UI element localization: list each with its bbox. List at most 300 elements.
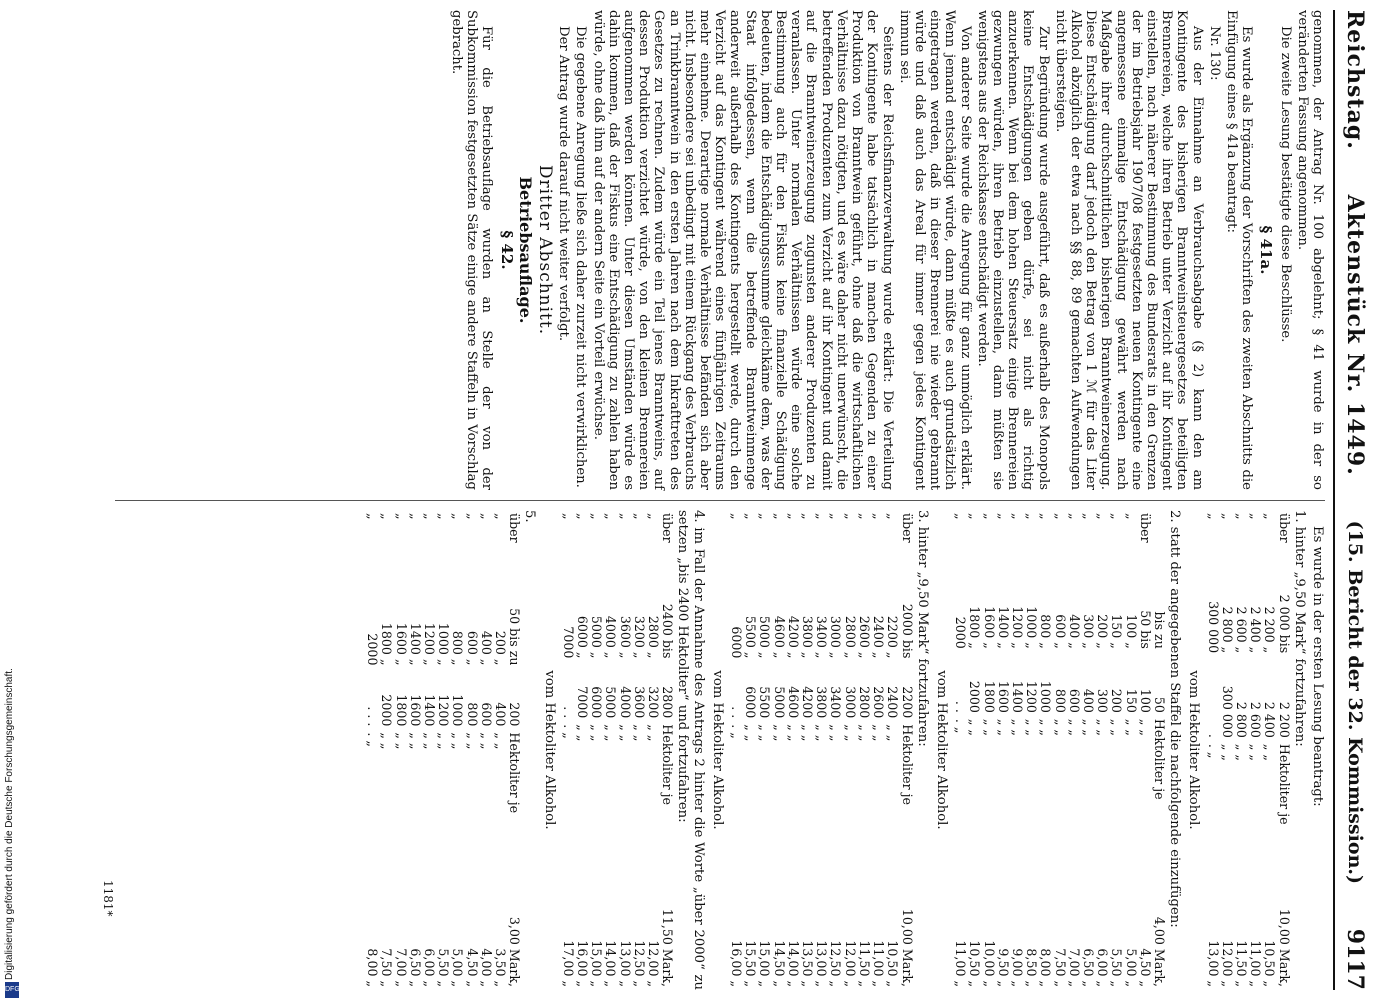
table-cell: „ „ bbox=[1233, 743, 1249, 761]
table-cell: 14,50 „ bbox=[771, 940, 787, 987]
table-cell: 9,50 „ bbox=[995, 948, 1011, 987]
table-cell: „ „ bbox=[885, 724, 901, 742]
table-cell: „ bbox=[560, 513, 576, 520]
table-cell: 5500 bbox=[757, 686, 773, 719]
table-cell: 12,50 „ bbox=[828, 940, 844, 987]
table-cell: 1400 bbox=[1009, 680, 1025, 713]
table-cell: „ bbox=[575, 513, 591, 520]
credit-text: Digitalisierung gefördert durch die Deutsche Forschungsgemeinschaft. bbox=[4, 668, 15, 980]
table-cell: 3600 „ bbox=[617, 615, 633, 659]
table-cell: über bbox=[1276, 513, 1292, 543]
table-row bbox=[843, 510, 857, 990]
table-cell: „ „ bbox=[603, 724, 619, 742]
table-row bbox=[450, 510, 464, 990]
table-cell: 200 „ bbox=[493, 630, 509, 666]
table-cell: Hektoliter je bbox=[1276, 743, 1292, 825]
table-cell: „ „ bbox=[575, 724, 591, 742]
table-cell: „ „ bbox=[1248, 743, 1264, 761]
table-row bbox=[603, 510, 617, 990]
table-cell: 1400 „ bbox=[995, 606, 1011, 649]
table-cell: 11,00 „ bbox=[871, 940, 887, 987]
paragraph: Es wurde in der ersten Lesung beantragt: bbox=[1310, 526, 1325, 807]
table-cell: „ bbox=[1024, 513, 1040, 520]
table-row bbox=[953, 510, 967, 990]
table-cell: „ bbox=[828, 513, 844, 520]
table-cell: „ bbox=[393, 513, 409, 520]
table-row bbox=[479, 510, 493, 990]
table-row bbox=[646, 510, 660, 990]
table-row bbox=[996, 510, 1010, 990]
rate-table bbox=[561, 510, 675, 990]
table-cell: „ bbox=[1123, 513, 1139, 520]
table-cell: 4,50 „ bbox=[1137, 948, 1153, 987]
table-cell: 2600 bbox=[871, 686, 887, 719]
table-cell: „ „ bbox=[1123, 718, 1139, 736]
section-subtitle: Betriebsauflage. bbox=[515, 176, 535, 324]
table-cell: 1600 „ bbox=[393, 622, 409, 666]
table-row bbox=[1248, 510, 1262, 990]
table-cell: 1800 bbox=[393, 694, 409, 727]
rate-table bbox=[365, 510, 521, 990]
table-cell: „ „ bbox=[814, 724, 830, 742]
table-cell: 6,50 „ bbox=[1080, 948, 1096, 987]
table-cell: 1000 „ bbox=[436, 622, 452, 666]
table-cell: „ „ bbox=[631, 724, 647, 742]
table-cell: „ „ bbox=[871, 724, 887, 742]
table-cell: 5000 „ bbox=[757, 615, 773, 659]
table-cell: 2600 „ bbox=[856, 615, 872, 659]
table-cell: 2000 bbox=[379, 694, 395, 727]
table-row bbox=[507, 510, 521, 990]
table-cell: „ „ bbox=[407, 732, 423, 750]
right-column bbox=[365, 510, 1325, 990]
table-cell: 2800 bbox=[856, 686, 872, 719]
table-cell: 1800 „ bbox=[967, 606, 983, 649]
table-cell: 7000 bbox=[575, 686, 591, 719]
table-cell: 1200 „ bbox=[1009, 606, 1025, 649]
table-row bbox=[743, 510, 757, 990]
table-cell: 1000 bbox=[1038, 680, 1054, 713]
table-cell: 6000 bbox=[729, 626, 745, 659]
table-cell: 1800 „ bbox=[379, 622, 395, 666]
table-cell: 10,00 Mark, bbox=[899, 908, 915, 987]
table-cell: 13,00 „ bbox=[617, 940, 633, 987]
table-cell: „ bbox=[493, 513, 509, 520]
table-row bbox=[1138, 510, 1152, 990]
table-cell: 1600 bbox=[995, 680, 1011, 713]
table-cell: „ bbox=[856, 513, 872, 520]
table-cell: 200 bbox=[507, 702, 523, 727]
table-cell: „ bbox=[743, 513, 759, 520]
table-cell: 7,50 „ bbox=[1052, 948, 1068, 987]
table-cell: 2200 „ bbox=[885, 615, 901, 659]
rate-table bbox=[953, 510, 1166, 990]
table-cell: „ bbox=[436, 513, 452, 520]
table-cell: „ „ bbox=[393, 732, 409, 750]
table-cell: 8,00 „ bbox=[365, 948, 381, 987]
table-cell: 2800 bbox=[660, 686, 676, 719]
table-cell: 4000 „ bbox=[603, 615, 619, 659]
paragraph: Seitens der Reichsfinanzverwaltung wurde erklärt: Die Verteilung der Kontingente habe tatsächlich in manchen Gegenden zu einer Produktion von Branntwein geführt, ohne daß die wirtschaftlichen Verhältnisse dazu nötigten, und es wäre daher nicht unerwünscht, die betreffenden Produzenten zum Verzicht auf ihr Kontingent und damit auf die Branntweinerzeugung zugunsten anderer Produzenten zu veranlassen. Unter normalen Verhältnissen würde eine solche Bestimmung auch für den Fiskus keine finanzielle Schädigung bedeuten, indem die Entschädigungssumme gleichkäme dem, was der Staat infolgedessen, wenn die betreffende Branntweinmenge anderweit außerhalb des Kontingents hergestellt werde, durch den Verzicht auf das Kontingent während eines fünfjährigen Zeitraums mehr einnehme. Derartige normale Verhältnisse befänden sich aber nicht. Insbesondere sei unbedingt mit einem Rückgang des Verbrauchs an Trinkbranntwein in den ersten Jahren nach dem Inkrafttreten des Gesetzes zu rechnen. Zudem würde ein Teil jenes Branntweins, auf dessen Produktion verzichtet würde, von den kleinen Brennereien aufgenommen werden können. Unter diesen Umständen würde es dahin kommen, daß der Fiskus eine Entschädigung zu zahlen haben würde, ohne daß ihm auf der andern Seite ein Vorteil erwüchse. bbox=[590, 10, 895, 490]
item-heading: 1. hinter „9,50 Mark“ fortzufahren: bbox=[1291, 510, 1307, 747]
table-cell: 1000 „ bbox=[1024, 606, 1040, 649]
item-heading: 5. bbox=[522, 510, 538, 523]
table-cell: 16,00 „ bbox=[575, 940, 591, 987]
table-cell: 3,00 Mark, bbox=[507, 916, 523, 987]
table-cell: 17,00 „ bbox=[560, 940, 576, 987]
table-cell: 2000 bbox=[953, 616, 969, 649]
table-cell: 300 000 bbox=[1219, 685, 1235, 738]
table-cell: „ bbox=[422, 513, 438, 520]
table-cell: . „ bbox=[365, 732, 381, 747]
table-cell: 6000 bbox=[589, 686, 605, 719]
table-cell: „ „ bbox=[1038, 718, 1054, 736]
table-cell: 11,50 „ bbox=[1233, 940, 1249, 987]
dfg-logo: DFG bbox=[5, 982, 19, 998]
table-cell bbox=[1152, 510, 1166, 570]
table-row bbox=[786, 510, 800, 990]
table-cell: „ bbox=[1262, 513, 1278, 520]
paragraph: Aus der Einnahme an Verbrauchsabgabe (§ 2) kann den am Kontingente des bisherigen Branntweinsteuergesetzes beteiligten Brennereien, welche ihren Betrieb unter Verzicht auf ihr Kontingent einstellen, nach näherer Bestimmung des Bundesrats in den Grenzen der im Betriebsjahr 1907/08 festgesetzten neuen Kontingente eine angemessene einmalige Entschädigung gewährt werden nach Maßgabe ihrer durchschnittlichen bisherigen Branntweinerzeugung. Diese Entschädigung darf jedoch den Betrag von 1 ℳ für das Liter Alkohol abzüglich der etwa nach §§ 88, 89 gemachten Aufwendungen nicht übersteigen. bbox=[1052, 10, 1205, 490]
table-cell: 6000 „ bbox=[575, 615, 591, 659]
table-cell: 5000 „ bbox=[589, 615, 605, 659]
table-cell: 1400 „ bbox=[407, 622, 423, 666]
table-cell: 8,00 „ bbox=[1038, 948, 1054, 987]
table-cell: 2200 bbox=[899, 686, 915, 719]
paragraph: Von anderer Seite wurde die Anregung für ganz unmöglich erklärt. Wenn jemand entschädigt würde, dann müßte es auch grundsätzlich eingetragen werden, daß in dieser Brennerei nie wieder gebrannt würde und daß auch das Areal für immer gegen jedes Kontingent immun sei. bbox=[896, 10, 973, 490]
table-cell: 2 800 bbox=[1233, 701, 1249, 738]
table-cell: 400 „ bbox=[1066, 614, 1082, 649]
table-cell: 10,00 Mark, bbox=[1276, 908, 1292, 987]
table-row bbox=[660, 510, 674, 990]
table-cell: „ bbox=[631, 513, 647, 520]
table-cell: 11,50 „ bbox=[856, 940, 872, 987]
table-cell: über bbox=[507, 513, 523, 543]
table-cell: „ „ bbox=[828, 724, 844, 742]
rate-table bbox=[1205, 510, 1290, 990]
table-row bbox=[1081, 510, 1095, 990]
table-cell: „ bbox=[1066, 513, 1082, 520]
table-cell: „ „ bbox=[646, 724, 662, 742]
table-cell: „ „ bbox=[967, 718, 983, 736]
table-cell: 3800 „ bbox=[800, 615, 816, 659]
header-right: (15. Bericht der 32. Kommission.) bbox=[1344, 520, 1366, 884]
table-row bbox=[393, 510, 407, 990]
header-left: Reichstag. bbox=[1342, 10, 1368, 150]
table-cell: 50 bis bbox=[1137, 610, 1153, 649]
table-cell: „ bbox=[1205, 513, 1221, 520]
table-cell: 2000 bbox=[365, 633, 381, 666]
table-cell: 12,00 „ bbox=[842, 940, 858, 987]
table-cell: „ „ bbox=[379, 732, 395, 750]
table-row bbox=[871, 510, 885, 990]
table-cell: 2400 „ bbox=[871, 615, 887, 659]
table-cell: 150 bbox=[1123, 688, 1139, 713]
table-cell: 50 bbox=[1151, 696, 1167, 713]
paragraph: Für die Betriebsauflage wurden an Stelle der von der Subkommission festgesetzten Sätze einige andere Staffeln in Vorschlag gebracht. bbox=[449, 10, 495, 490]
table-cell: 1200 „ bbox=[422, 622, 438, 666]
rate-table bbox=[729, 510, 914, 990]
table-cell: 5,00 „ bbox=[1123, 948, 1139, 987]
table-cell: „ „ bbox=[589, 724, 605, 742]
table-cell: „ bbox=[800, 513, 816, 520]
table-cell: 13,50 „ bbox=[800, 940, 816, 987]
table-cell: über bbox=[660, 513, 676, 543]
table-row bbox=[493, 510, 507, 990]
table-cell: 2 200 bbox=[1276, 701, 1292, 738]
table-cell: 800 bbox=[464, 702, 480, 727]
item-heading: 3. hinter „9,50 Mark“ fortzufahren: bbox=[914, 510, 930, 747]
table-cell: „ „ bbox=[1262, 743, 1278, 761]
table-cell: 11,00 „ bbox=[953, 940, 969, 987]
table-cell: . „ bbox=[953, 718, 969, 734]
table-cell: „ bbox=[464, 513, 480, 520]
table-cell: 800 bbox=[1052, 688, 1068, 713]
table-cell: „ „ bbox=[1109, 718, 1125, 736]
table-cell: . . bbox=[953, 700, 969, 713]
table-cell: 1000 bbox=[450, 694, 466, 727]
table-row bbox=[885, 510, 899, 990]
table-cell: „ „ bbox=[785, 724, 801, 742]
table-cell: „ bbox=[646, 513, 662, 520]
table-cell: „ bbox=[379, 513, 395, 520]
table-cell: „ bbox=[1009, 513, 1025, 520]
table-row bbox=[967, 510, 981, 990]
table-row bbox=[1234, 510, 1248, 990]
table-row bbox=[1038, 510, 1052, 990]
table-cell: 800 „ bbox=[450, 630, 466, 666]
table-row bbox=[1052, 510, 1066, 990]
table-cell: 200 „ bbox=[1095, 614, 1111, 649]
table-cell: 4000 bbox=[617, 686, 633, 719]
table-cell: „ bbox=[450, 513, 466, 520]
table-cell: 100 „ bbox=[1123, 614, 1139, 649]
table-cell: 5,50 „ bbox=[1109, 948, 1125, 987]
table-cell: „ bbox=[885, 513, 901, 520]
table-cell: „ bbox=[842, 513, 858, 520]
table-cell: „ bbox=[1248, 513, 1264, 520]
table-cell: 3000 bbox=[842, 686, 858, 719]
table-cell: 1200 bbox=[1024, 680, 1040, 713]
table-cell: „ „ bbox=[1024, 718, 1040, 736]
paragraph: Nr. 130: bbox=[1206, 26, 1222, 81]
table-cell: „ bbox=[407, 513, 423, 520]
table-cell: 15,50 „ bbox=[743, 940, 759, 987]
table-cell: 2000 bbox=[967, 680, 983, 713]
table-row bbox=[464, 510, 478, 990]
table-cell: 5,50 „ bbox=[436, 948, 452, 987]
table-cell: 2800 „ bbox=[842, 615, 858, 659]
table-cell: „ „ bbox=[743, 724, 759, 742]
paragraph: genommen, der Antrag Nr. 100 abgelehnt; § 41 wurde in der so veränderten Fassung angenommen. bbox=[1294, 10, 1325, 490]
table-cell: 4200 „ bbox=[785, 615, 801, 659]
table-cell: 3000 „ bbox=[828, 615, 844, 659]
table-cell: 2 400 bbox=[1262, 701, 1278, 738]
table-cell: 13,00 „ bbox=[1205, 940, 1221, 987]
table-row bbox=[617, 510, 631, 990]
table-cell: 2 400 „ bbox=[1248, 606, 1264, 654]
table-cell: „ „ bbox=[478, 732, 494, 750]
table-cell: Hektoliter je bbox=[507, 732, 523, 814]
table-row bbox=[1276, 510, 1290, 990]
item-heading: 4. im Fall der Annahme des Antrags 2 hinter die Worte „über 2000“ zu setzen „bis 2400 Hektoliter“ und fortzufahren: bbox=[675, 510, 706, 990]
table-tail: vom Hektoliter Alkohol. bbox=[1186, 670, 1202, 830]
section-paragraph: § 42. bbox=[497, 230, 516, 270]
table-cell: 10,50 „ bbox=[1262, 940, 1278, 987]
table-cell: 50 bis zu bbox=[507, 608, 523, 666]
table-row bbox=[981, 510, 995, 990]
table-cell: 1400 bbox=[422, 694, 438, 727]
table-cell: 11,00 „ bbox=[1248, 940, 1264, 987]
table-cell: „ bbox=[967, 513, 983, 520]
table-cell: „ bbox=[771, 513, 787, 520]
table-cell: 15,00 „ bbox=[589, 940, 605, 987]
table-cell: 800 „ bbox=[1038, 614, 1054, 649]
table-cell: 400 bbox=[493, 702, 509, 727]
table-cell: 5,00 „ bbox=[450, 948, 466, 987]
table-cell: 7,00 „ bbox=[1066, 948, 1082, 987]
table-cell: 10,00 „ bbox=[981, 940, 997, 987]
page-footer: 1181* bbox=[101, 880, 115, 917]
table-cell: „ bbox=[1080, 513, 1096, 520]
table-cell: „ „ bbox=[1219, 743, 1235, 761]
table-row bbox=[899, 510, 913, 990]
table-cell: „ bbox=[1219, 513, 1235, 520]
table-cell: Hektoliter je bbox=[1151, 718, 1167, 800]
page-header bbox=[1333, 10, 1375, 990]
table-row bbox=[1095, 510, 1109, 990]
table-cell: 1600 „ bbox=[981, 606, 997, 649]
table-row bbox=[1220, 510, 1234, 990]
table-row bbox=[800, 510, 814, 990]
table-row bbox=[1205, 510, 1219, 990]
table-cell: 2 600 „ bbox=[1233, 606, 1249, 654]
table-cell: 3200 bbox=[646, 686, 662, 719]
table-cell: . bbox=[1205, 733, 1221, 738]
table-cell: 4200 bbox=[800, 686, 816, 719]
table-cell: „ „ bbox=[856, 724, 872, 742]
table-cell: 7000 bbox=[560, 626, 576, 659]
table-cell: bis zu bbox=[1151, 611, 1167, 649]
table-cell: 8,50 „ bbox=[1024, 948, 1040, 987]
table-cell: 1600 bbox=[407, 694, 423, 727]
table-cell: „ bbox=[814, 513, 830, 520]
table-cell: „ bbox=[1038, 513, 1054, 520]
table-row bbox=[365, 510, 379, 990]
table-row bbox=[771, 510, 785, 990]
table-cell: „ bbox=[1095, 513, 1111, 520]
page-number: 9117 bbox=[1342, 928, 1368, 990]
table-cell: „ „ bbox=[1095, 718, 1111, 736]
table-tail: vom Hektoliter Alkohol. bbox=[933, 670, 949, 830]
table-cell: 6000 bbox=[743, 686, 759, 719]
table-row bbox=[1262, 510, 1276, 990]
left-column bbox=[447, 10, 1325, 490]
table-cell: . „ bbox=[560, 724, 576, 739]
table-cell: „ bbox=[871, 513, 887, 520]
table-cell: „ bbox=[995, 513, 1011, 520]
table-cell: 300 000 bbox=[1205, 601, 1221, 654]
table-row bbox=[1109, 510, 1123, 990]
table-cell: „ „ bbox=[842, 724, 858, 742]
table-cell: 4600 bbox=[785, 686, 801, 719]
table-cell: „ „ bbox=[1137, 718, 1153, 736]
paragraph: Der Antrag wurde darauf nicht weiter verfolgt. bbox=[556, 26, 572, 342]
table-cell: „ bbox=[1233, 513, 1249, 520]
table-cell: 5000 bbox=[771, 686, 787, 719]
table-cell: 9,00 „ bbox=[1009, 948, 1025, 987]
table-cell: 2 800 „ bbox=[1219, 606, 1235, 654]
table-row bbox=[589, 510, 603, 990]
column-divider bbox=[115, 500, 1325, 501]
table-cell: 16,00 „ bbox=[729, 940, 745, 987]
table-cell: 3600 bbox=[631, 686, 647, 719]
table-cell: 400 „ bbox=[478, 630, 494, 666]
table-cell: über bbox=[1137, 513, 1153, 543]
table-cell: 3800 bbox=[814, 686, 830, 719]
table-cell: 100 bbox=[1137, 688, 1153, 713]
table-row bbox=[757, 510, 771, 990]
table-cell: 12,00 „ bbox=[1219, 940, 1235, 987]
table-cell: „ „ bbox=[757, 724, 773, 742]
table-cell: „ bbox=[1109, 513, 1125, 520]
table-tail: vom Hektoliter Alkohol. bbox=[709, 670, 725, 830]
section-paragraph-41a: § 41a. bbox=[1257, 225, 1276, 275]
paragraph: Die zweite Lesung bestätigte diese Beschlüsse. bbox=[1277, 26, 1293, 343]
item-heading: 2. statt der angegebenen Staffel die nachfolgende einzufügen: bbox=[1167, 510, 1183, 928]
section-title: Dritter Abschnitt. bbox=[535, 164, 556, 336]
table-cell: „ bbox=[478, 513, 494, 520]
table-cell: 12,50 „ bbox=[631, 940, 647, 987]
table-cell: . „ bbox=[729, 724, 745, 739]
table-tail: vom Hektoliter Alkohol. bbox=[541, 670, 557, 830]
table-cell: über bbox=[899, 513, 915, 543]
table-cell: 3400 bbox=[828, 686, 844, 719]
table-cell: „ bbox=[603, 513, 619, 520]
table-cell: „ „ bbox=[493, 732, 509, 750]
table-cell: 3400 „ bbox=[814, 615, 830, 659]
table-cell: 2 000 bis bbox=[1276, 594, 1292, 654]
table-cell: 400 bbox=[1080, 688, 1096, 713]
table-cell: 2 200 „ bbox=[1262, 606, 1278, 654]
table-cell: 5000 bbox=[603, 686, 619, 719]
table-cell: „ „ bbox=[450, 732, 466, 750]
table-cell: „ „ bbox=[1052, 718, 1068, 736]
table-cell: . . bbox=[729, 706, 745, 719]
table-cell: 300 „ bbox=[1080, 614, 1096, 649]
table-cell: 15,00 „ bbox=[757, 940, 773, 987]
table-cell: 1200 bbox=[436, 694, 452, 727]
paragraph: Es wurde als Ergänzung der Vorschriften des zweiten Abschnitts die Einfügung eines § 41a beantragt: bbox=[1223, 10, 1255, 490]
table-cell: 11,50 Mark, bbox=[660, 908, 676, 987]
table-cell: 600 bbox=[478, 702, 494, 727]
table-cell: „ „ bbox=[981, 718, 997, 736]
table-cell: „ „ bbox=[1009, 718, 1025, 736]
table-row bbox=[828, 510, 842, 990]
table-cell: 12,00 „ bbox=[646, 940, 662, 987]
table-row bbox=[1024, 510, 1038, 990]
table-cell: 4,50 „ bbox=[464, 948, 480, 987]
table-row bbox=[1123, 510, 1137, 990]
table-row bbox=[408, 510, 422, 990]
table-cell: „ „ bbox=[800, 724, 816, 742]
table-cell: „ „ bbox=[1080, 718, 1096, 736]
table-cell: 2400 bbox=[885, 686, 901, 719]
table-cell: 14,00 „ bbox=[785, 940, 801, 987]
table-cell: 1800 bbox=[981, 680, 997, 713]
table-cell: 600 bbox=[1066, 688, 1082, 713]
paragraph: Die gegebene Anregung ließe sich daher zurzeit nicht verwirklichen. bbox=[573, 26, 589, 488]
